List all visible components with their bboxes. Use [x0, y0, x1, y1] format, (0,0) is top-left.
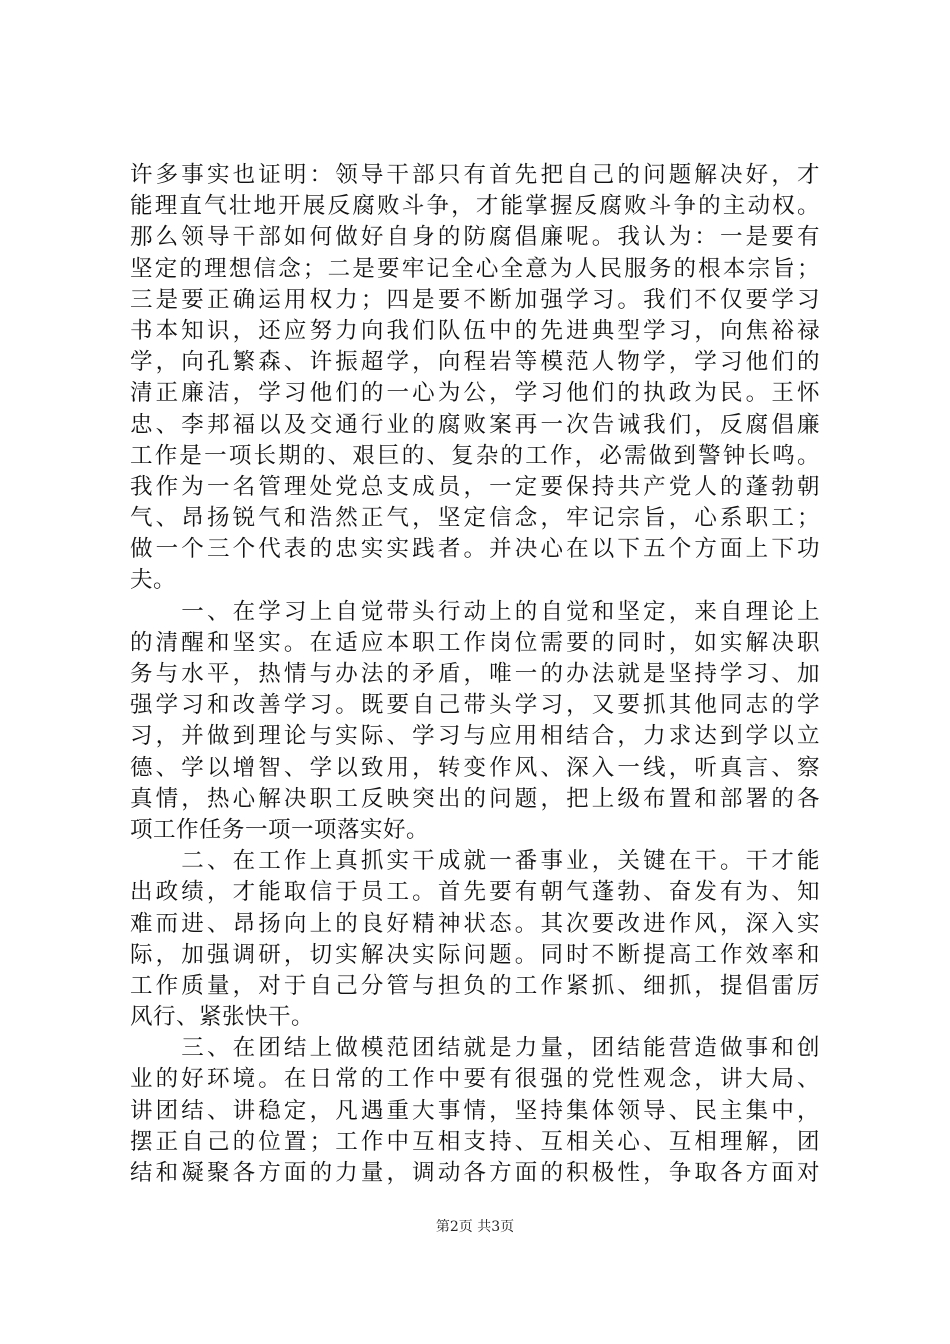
text-line: 强学习和改善学习。既要自己带头学习，又要抓其他同志的学 — [130, 692, 820, 719]
text-line: 坚定的理想信念；二是要牢记全心全意为人民服务的根本宗旨； — [130, 255, 820, 282]
document-body — [130, 160, 820, 1189]
text-line: 结和凝聚各方面的力量，调动各方面的积极性，争取各方面对 — [130, 1160, 820, 1186]
text-line: 德、学以增智、学以致用，转变作风、深入一线，听真言、察 — [130, 754, 820, 781]
text-line: 工作是一项长期的、艰巨的、复杂的工作，必需做到警钟长鸣。 — [130, 442, 820, 469]
text-line: 能理直气壮地开展反腐败斗争，才能掌握反腐败斗争的主动权。 — [130, 193, 820, 220]
text-line: 那么领导干部如何做好自身的防腐倡廉呢。我认为：一是要有 — [130, 224, 820, 251]
text-line: 习，并做到理论与实际、学习与应用相结合，力求达到学以立 — [130, 723, 820, 750]
text-line: 际，加强调研，切实解决实际问题。同时不断提高工作效率和 — [130, 941, 820, 968]
text-line: 的清醒和坚实。在适应本职工作岗位需要的同时，如实解决职 — [130, 629, 820, 656]
text-line: 项工作任务一项一项落实好。 — [130, 816, 430, 843]
page-footer: 第2页 共3页 — [435, 1219, 515, 1235]
text-line: 业的好环境。在日常的工作中要有很强的党性观念，讲大局、 — [130, 1066, 820, 1093]
text-line: 难而进、昂扬向上的良好精神状态。其次要改进作风，深入实 — [130, 910, 820, 937]
text-line: 书本知识，还应努力向我们队伍中的先进典型学习，向焦裕禄 — [130, 317, 820, 344]
text-line: 讲团结、讲稳定，凡遇重大事情，坚持集体领导、民主集中， — [130, 1097, 820, 1124]
text-line: 二、在工作上真抓实干成就一番事业，关键在干。干才能 — [130, 848, 820, 875]
text-line: 清正廉洁，学习他们的一心为公，学习他们的执政为民。王怀 — [130, 380, 820, 407]
text-line: 许多事实也证明：领导干部只有首先把自己的问题解决好，才 — [130, 162, 820, 188]
text-line: 三是要正确运用权力；四是要不断加强学习。我们不仅要学习 — [130, 286, 820, 313]
text-line: 三、在团结上做模范团结就是力量，团结能营造做事和创 — [130, 1035, 820, 1062]
text-line: 真情，热心解决职工反映突出的问题，把上级布置和部署的各 — [130, 785, 820, 812]
text-line: 风行、紧张快干。 — [130, 1004, 315, 1031]
text-line: 气、昂扬锐气和浩然正气，坚定信念，牢记宗旨，心系职工； — [130, 505, 820, 532]
text-line: 我作为一名管理处党总支成员，一定要保持共产党人的蓬勃朝 — [130, 473, 820, 500]
text-line: 夫。 — [130, 567, 177, 594]
text-line: 忠、李邦福以及交通行业的腐败案再一次告诫我们，反腐倡廉 — [130, 411, 820, 438]
text-line: 出政绩，才能取信于员工。首先要有朝气蓬勃、奋发有为、知 — [130, 879, 820, 906]
text-line: 一、在学习上自觉带头行动上的自觉和坚定，来自理论上 — [130, 598, 820, 625]
text-line: 务与水平，热情与办法的矛盾，唯一的办法就是坚持学习、加 — [130, 661, 820, 687]
text-line: 做一个三个代表的忠实实践者。并决心在以下五个方面上下功 — [130, 536, 820, 563]
text-line: 摆正自己的位置；工作中互相支持、互相关心、互相理解，团 — [130, 1128, 820, 1155]
text-line: 学，向孔繁森、许振超学，向程岩等模范人物学，学习他们的 — [130, 349, 820, 376]
text-line: 工作质量，对于自己分管与担负的工作紧抓、细抓，提倡雷厉 — [130, 972, 820, 999]
